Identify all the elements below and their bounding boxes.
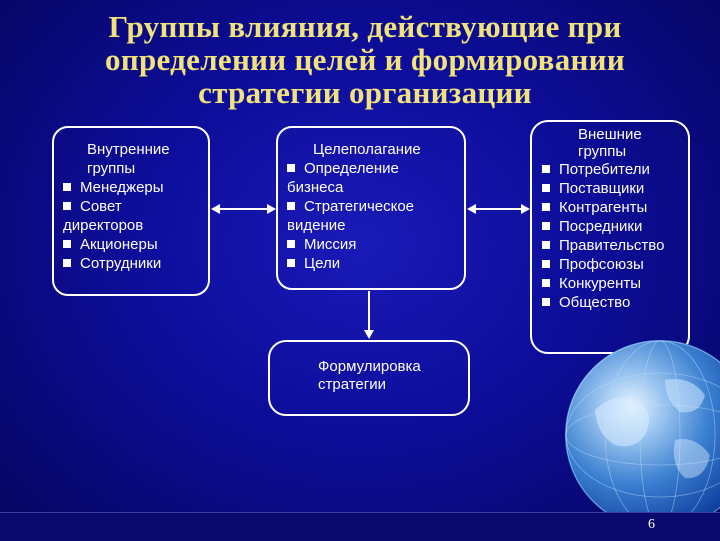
connector-goal-strategy bbox=[368, 291, 370, 331]
slide-title: Группы влияния, действующие при определении целей и формировании стратегии организации bbox=[105, 9, 625, 110]
bullet-icon bbox=[542, 222, 550, 230]
bullet-icon bbox=[542, 298, 550, 306]
bullet-icon bbox=[63, 259, 71, 267]
globe-image bbox=[565, 340, 720, 530]
globe-grid-icon bbox=[565, 340, 720, 530]
bullet-icon bbox=[63, 183, 71, 191]
list-item: Посредники bbox=[542, 217, 684, 236]
list-item: Акционеры bbox=[63, 235, 202, 254]
bullet-icon bbox=[542, 279, 550, 287]
arrow-right-icon bbox=[521, 204, 530, 214]
bullet-icon bbox=[287, 240, 295, 248]
list-item: Определение бизнеса bbox=[287, 160, 399, 196]
external-groups-heading: Внешние группы bbox=[578, 126, 642, 160]
list-item: Совет директоров bbox=[63, 198, 144, 234]
external-groups-box bbox=[530, 120, 690, 354]
strategy-box bbox=[268, 340, 470, 416]
bullet-icon bbox=[542, 260, 550, 268]
bullet-icon bbox=[542, 203, 550, 211]
list-item: Менеджеры bbox=[63, 178, 202, 197]
bullet-icon bbox=[287, 164, 295, 172]
bullet-icon bbox=[542, 241, 550, 249]
connector-goal-external bbox=[476, 208, 522, 210]
arrow-down-icon bbox=[364, 330, 374, 339]
list-item: Сотрудники bbox=[63, 254, 202, 273]
internal-groups-heading: Внутренние группы bbox=[87, 141, 170, 177]
bullet-icon bbox=[542, 184, 550, 192]
bullet-icon bbox=[63, 240, 71, 248]
goal-setting-heading: Целеполагание bbox=[313, 141, 421, 158]
bullet-icon bbox=[63, 202, 71, 210]
list-item: Правительство bbox=[542, 236, 670, 255]
strategy-label: Формулировка стратегии bbox=[318, 358, 421, 393]
bullet-icon bbox=[542, 165, 550, 173]
bullet-icon bbox=[287, 259, 295, 267]
list-item: Общество bbox=[542, 293, 684, 312]
list-item: Профсоюзы bbox=[542, 255, 684, 274]
bottom-bar bbox=[0, 512, 720, 541]
internal-groups-box bbox=[52, 126, 210, 296]
list-item: Поставщики bbox=[542, 179, 684, 198]
arrow-left-icon bbox=[211, 204, 220, 214]
list-item: Стратегическое видение bbox=[287, 198, 415, 234]
goal-setting-box bbox=[276, 126, 466, 290]
list-item: Миссия bbox=[287, 235, 458, 254]
arrow-left-icon bbox=[467, 204, 476, 214]
list-item: Потребители bbox=[542, 160, 684, 179]
list-item: Контрагенты bbox=[542, 198, 684, 217]
list-item: Конкуренты bbox=[542, 274, 684, 293]
list-item: Цели bbox=[287, 254, 458, 273]
connector-internal-goal bbox=[220, 208, 268, 210]
page-number: 6 bbox=[648, 517, 655, 532]
bullet-icon bbox=[287, 202, 295, 210]
arrow-right-icon bbox=[267, 204, 276, 214]
